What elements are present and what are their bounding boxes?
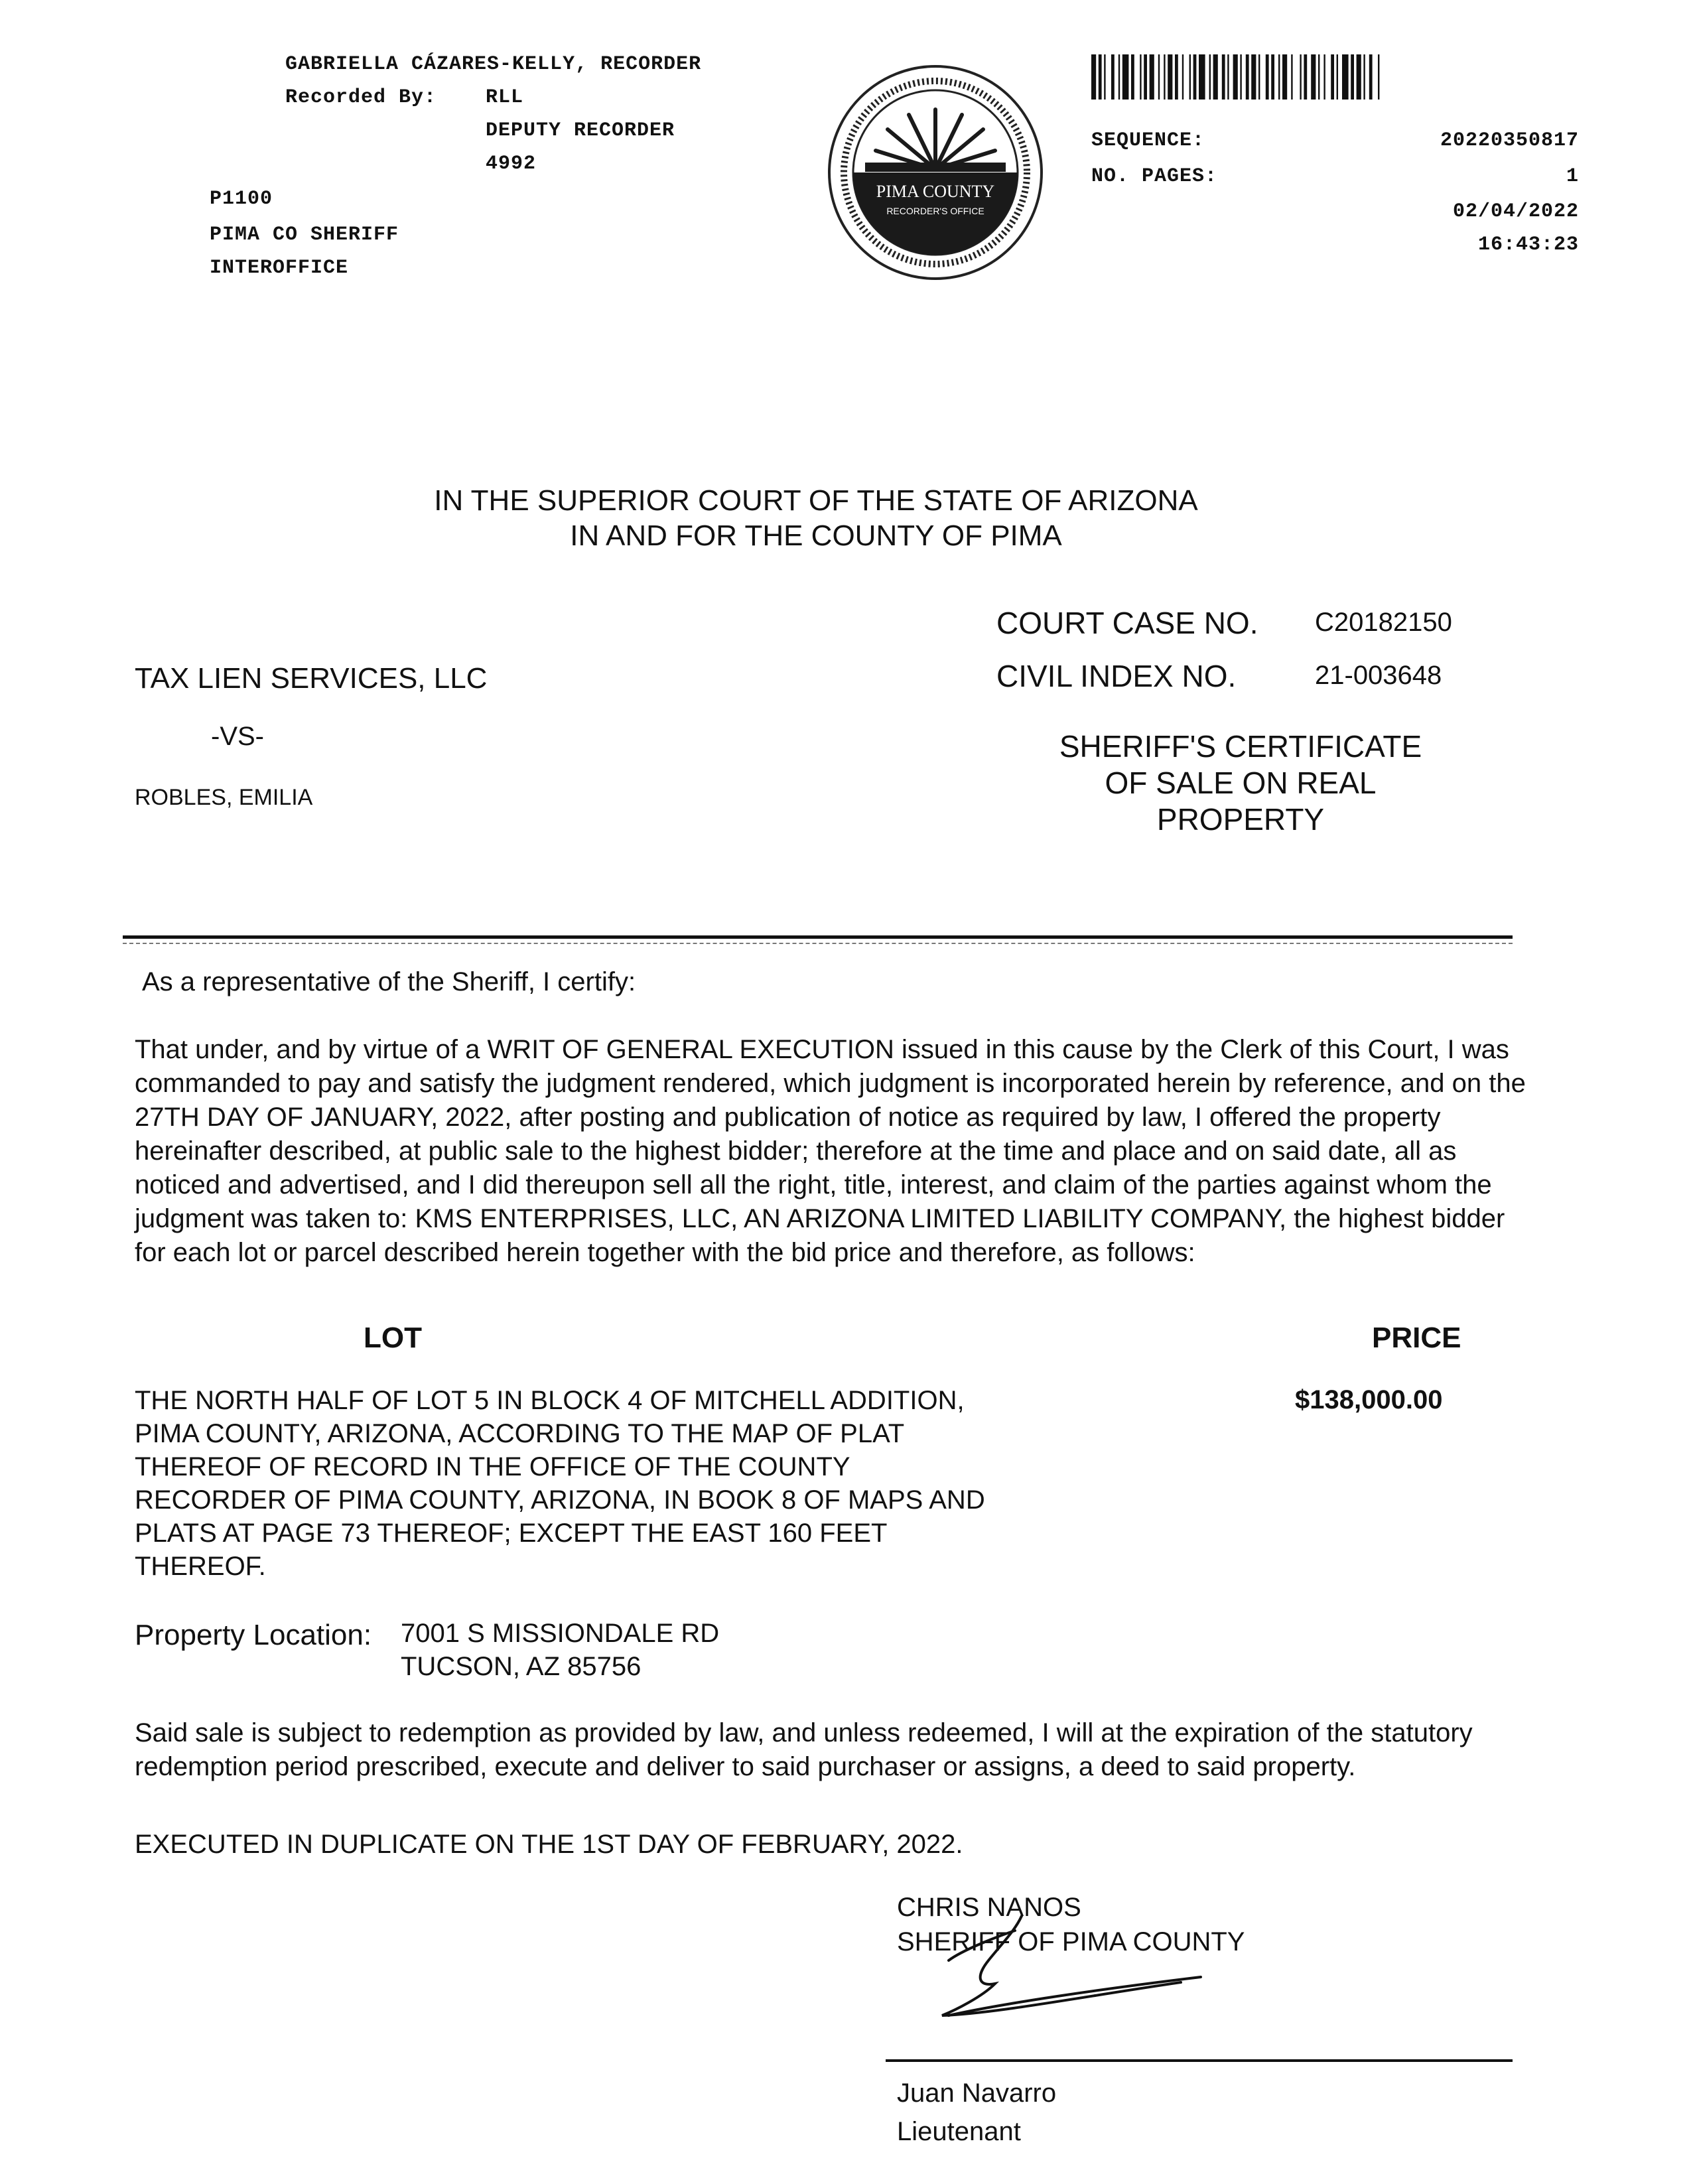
record-time: 16:43:23 <box>1477 234 1579 256</box>
recorded-by-label: Recorded By: <box>285 86 437 109</box>
lot-line: THEREOF OF RECORD IN THE OFFICE OF THE COUNTY <box>135 1452 850 1481</box>
pages-value: 1 <box>1566 165 1579 188</box>
plaintiff: TAX LIEN SERVICES, LLC <box>135 662 488 695</box>
property-address-line2: TUCSON, AZ 85756 <box>401 1652 642 1681</box>
sheriff-name: CHRIS NANOS <box>897 1893 1081 1922</box>
signature-line <box>886 2059 1513 2062</box>
recording-code: P1100 <box>210 188 273 210</box>
divider-rule-shadow <box>123 943 1513 944</box>
doc-title-line2: OF SALE ON REAL <box>1105 766 1377 800</box>
lot-line: PIMA COUNTY, ARIZONA, ACCORDING TO THE MAP OF PLAT <box>135 1419 905 1448</box>
signer-name: Juan Navarro <box>897 2079 1057 2108</box>
defendant: ROBLES, EMILIA <box>135 785 313 810</box>
executed-line: EXECUTED IN DUPLICATE ON THE 1ST DAY OF FEBRUARY, 2022. <box>135 1830 963 1859</box>
sequence-value: 20220350817 <box>1440 129 1579 152</box>
civil-index-label: CIVIL INDEX NO. <box>996 659 1237 693</box>
property-address-line1: 7001 S MISSIONDALE RD <box>401 1619 720 1648</box>
lot-header: LOT <box>364 1322 422 1354</box>
deputy-recorder: DEPUTY RECORDER <box>486 119 675 142</box>
seal-title <box>876 182 995 201</box>
versus: -VS- <box>211 722 264 751</box>
court-case-label: COURT CASE NO. <box>996 606 1258 640</box>
deputy-number: 4992 <box>486 153 537 175</box>
court-heading-line2: IN AND FOR THE COUNTY OF PIMA <box>570 519 1062 552</box>
lot-line: THEREOF. <box>135 1552 266 1581</box>
pima-county-seal <box>823 63 1048 282</box>
sequence-label: SEQUENCE: <box>1091 129 1205 152</box>
intro-line: As a representative of the Sheriff, I certify: <box>142 967 636 996</box>
record-date: 02/04/2022 <box>1452 200 1579 223</box>
doc-title-line3: PROPERTY <box>1156 802 1325 837</box>
court-case-value: C20182150 <box>1315 608 1452 637</box>
barcode <box>1091 54 1536 100</box>
lot-description <box>135 1384 985 1583</box>
lot-line: RECORDER OF PIMA COUNTY, ARIZONA, IN BOOK 8 OF MAPS AND <box>135 1485 985 1515</box>
civil-index-value: 21-003648 <box>1315 661 1442 690</box>
seal-subtitle <box>886 206 984 216</box>
sale-paragraph: That under, and by virtue of a WRIT OF GENERAL EXECUTION issued in this cause by the Clerk of this Court, I was commanded to pay and satisfy the judgment rendered, which judgment is incorporated herein by reference, and on the 27TH DAY OF JANUARY, 2022, after posting and publication of notice as required by law, I offered the property hereinafter described, at public sale to the highest bidder; therefore at the time and place and on said date, all as noticed and advertised, and I did thereupon sell all the right, title, interest, and claim of the parties against whom the judgment was taken to: KMS ENTERPRISES, LLC, AN ARIZONA LIMITED LIABILITY COMPANY, the highest bidder for each lot or parcel described herein together with the bid price and therefore, as follows: <box>135 1035 1526 1267</box>
pages-label: NO. PAGES: <box>1091 165 1218 188</box>
svg-text:RECORDER'S OFFICE: RECORDER'S OFFICE <box>886 206 984 216</box>
recorder-name: GABRIELLA CÁZARES-KELLY, RECORDER <box>285 53 702 76</box>
svg-text:PIMA COUNTY: PIMA COUNTY <box>876 182 995 201</box>
signer-title: Lieutenant <box>897 2117 1021 2146</box>
routing: INTEROFFICE <box>210 257 349 279</box>
price-header: PRICE <box>1372 1322 1461 1354</box>
recorded-by-value: RLL <box>486 86 524 109</box>
property-location-label: Property Location: <box>135 1619 372 1651</box>
redemption-paragraph: Said sale is subject to redemption as provided by law, and unless redeemed, I will at the expiration of the statutory redemption period prescribed, execute and deliver to said purchaser or assigns, a deed to said property. <box>135 1718 1473 1781</box>
doc-title-line1: SHERIFF'S CERTIFICATE <box>1059 729 1422 764</box>
lot-line: PLATS AT PAGE 73 THEREOF; EXCEPT THE EAST 160 FEET <box>135 1519 888 1548</box>
court-heading-line1: IN THE SUPERIOR COURT OF THE STATE OF ARIZONA <box>434 484 1198 517</box>
submitting-agency: PIMA CO SHERIFF <box>210 224 399 246</box>
handwritten-signature <box>915 1897 1221 2030</box>
lot-line: THE NORTH HALF OF LOT 5 IN BLOCK 4 OF MITCHELL ADDITION, <box>135 1386 965 1415</box>
bid-price: $138,000.00 <box>1295 1385 1443 1414</box>
sheriff-title: SHERIFF OF PIMA COUNTY <box>897 1927 1245 1956</box>
divider-rule <box>123 935 1513 939</box>
